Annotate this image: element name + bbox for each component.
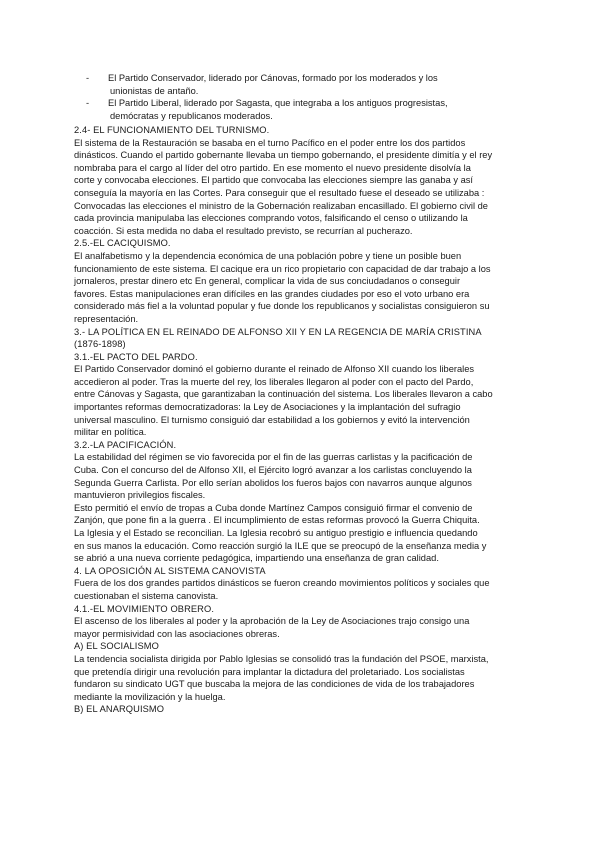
text-line: cada provincia manipulaba las elecciones comprando votos, falsificando el censo o utilizando la — [74, 213, 468, 224]
section-heading-socialismo: A) EL SOCIALISMO — [74, 641, 159, 652]
text-line: corte y convocaba elecciones. El partido que convocaba las elecciones siempre las ganaba y así — [74, 175, 473, 186]
text-line: nombraba para el cargo al líder del otro partido. En ese momento el nuevo presidente disolvía la — [74, 162, 471, 173]
text-line: El analfabetismo y la dependencia económica de una población pobre y tiene un posible buen — [74, 250, 462, 261]
text-line: mayor permisividad con las asociaciones obreras. — [74, 628, 280, 639]
bullet-text-line: El Partido Liberal, liderado por Sagasta, que integraba a los antiguos progresistas, — [108, 98, 448, 109]
bullet-text-line: El Partido Conservador, liderado por Cánovas, formado por los moderados y los — [108, 73, 438, 83]
text-line: accedieron al poder. Tras la muerte del rey, los liberales llegaron al poder con el pacto del Pardo, — [74, 376, 474, 387]
text-line: coacción. Si esta medida no daba el resultado previsto, se recurrían al pucherazo. — [74, 225, 413, 236]
text-line: fundaron su sindicato UGT que buscaba la mejora de las condiciones de vida de los trabajadores — [74, 679, 475, 690]
section-heading-pacto-pardo: 3.1.-EL PACTO DEL PARDO. — [74, 351, 198, 362]
text-line: El ascenso de los liberales al poder y la aprobación de la Ley de Asociaciones trajo consigo una — [74, 616, 470, 627]
text-line: La Iglesia y el Estado se reconcilian. La Iglesia recobró su antiguo prestigio e influencia quedando — [74, 528, 478, 538]
text-line: militar en política. — [74, 427, 147, 438]
text-line: Esto permitió el envío de tropas a Cuba donde Martínez Campos consiguió firmar el convenio de — [74, 502, 473, 513]
section-heading-anarquismo: B) EL ANARQUISMO — [74, 704, 165, 715]
section-heading-oposicion: 4. LA OPOSICIÓN AL SISTEMA CANOVISTA — [74, 565, 266, 576]
text-line: se abrió a una nueva corriente pedagógica, impartiendo una enseñanza de gran calidad. — [74, 553, 439, 564]
text-line: jornaleros, prestar dinero etc En general, complicar la vida de sus conciudadanos o conseguir — [74, 276, 461, 287]
text-line: cuestionaban el sistema canovista. — [74, 590, 219, 601]
party-bullet-list — [86, 72, 506, 122]
bullet-text-line: unionistas de antaño. — [110, 85, 199, 96]
text-line: conseguía la mayoría en las Cortes. Para conseguir que el resultado fuese el deseado se utilizaba : — [74, 187, 485, 198]
text-line: considerado más fiel a la voluntad popular y fue donde los republicanos y socialistas consiguieron su — [74, 301, 490, 312]
bullet-dash: - — [86, 98, 90, 109]
text-line: favores. Estas manipulaciones eran difíciles en las grandes ciudades por eso el voto urbano era — [74, 288, 470, 299]
text-line: mantuvieron privilegios fiscales. — [74, 490, 206, 501]
text-line: Zanjón, que pone fin a la guerra . El incumplimiento de estas reformas provocó la Guerra Chiquita. — [74, 515, 480, 526]
text-line: entre Cánovas y Sagasta, que garantizaban la continuación del sistema. Los liberales llevaron a cabo — [74, 389, 493, 400]
text-line: importantes reformas democratizadoras: la Ley de Asociaciones y la implantación del sufragio — [74, 402, 461, 413]
text-line: El Partido Conservador dominó el gobierno durante el reinado de Alfonso XII cuando los liberales — [74, 364, 475, 375]
bullet-text-line: demócratas y republicanos moderados. — [110, 110, 273, 121]
document-body — [74, 124, 536, 716]
text-line: El sistema de la Restauración se basaba en el turno Pacífico en el poder entre los dos partidos — [74, 137, 466, 148]
text-line: en sus manos la educación. Como reacción surgió la ILE que se preocupó de la enseñanza media y — [74, 540, 487, 551]
section-heading-pacificacion: 3.2.-LA PACIFICACIÓN. — [74, 439, 177, 450]
text-line: Fuera de los dos grandes partidos dinásticos se fueron creando movimientos políticos y sociales que — [74, 578, 490, 589]
section-heading-politica-dates: (1876-1898) — [74, 339, 126, 350]
text-line: dinásticos. Cuando el partido gobernante llevaba un tiempo gobernando, el presidente dimitía y el rey — [74, 150, 493, 161]
text-line: que pretendía dirigir una revolución para implantar la dictadura del proletariado. Los socialistas — [74, 666, 465, 677]
section-heading-movimiento-obrero: 4.1.-EL MOVIMIENTO OBRERO. — [74, 603, 215, 614]
text-line: La tendencia socialista dirigida por Pablo Iglesias se consolidó tras la fundación del PSOE, marxista, — [74, 653, 489, 664]
bullet-dash: - — [86, 73, 90, 83]
section-heading-caciquismo: 2.5.-EL CACIQUISMO. — [74, 238, 171, 249]
text-line: Cuba. Con el concurso del de Alfonso XII, el Ejército logró avanzar a los carlistas concluyendo la — [74, 465, 472, 476]
text-line: universal masculino. El turnismo consiguió dar estabilidad a los gobiernos y evitó la intervención — [74, 414, 470, 425]
text-line: representación. — [74, 313, 139, 324]
text-line: La estabilidad del régimen se vio favorecida por el fin de las guerras carlistas y la pacificación de — [74, 452, 473, 463]
section-heading-politica: 3.- LA POLÍTICA EN EL REINADO DE ALFONSO XII Y EN LA REGENCIA DE MARÍA CRISTINA — [74, 326, 482, 337]
text-line: Convocadas las elecciones el ministro de la Gobernación realizaban encasillado. El gobierno civil de — [74, 200, 488, 211]
text-line: Segunda Guerra Carlista. Por ello serían abolidos los fueros bajos con navarros aunque algunos — [74, 477, 472, 488]
text-line: mediante la movilización y la huelga. — [74, 691, 226, 702]
bullet-item-liberal — [86, 97, 506, 122]
text-line: funcionamiento de este sistema. El cacique era un rico propietario con capacidad de dar trabajo a los — [74, 263, 491, 274]
section-heading-turnismo: 2.4- EL FUNCIONAMIENTO DEL TURNISMO. — [74, 125, 270, 135]
bullet-item-conservador — [86, 72, 506, 97]
